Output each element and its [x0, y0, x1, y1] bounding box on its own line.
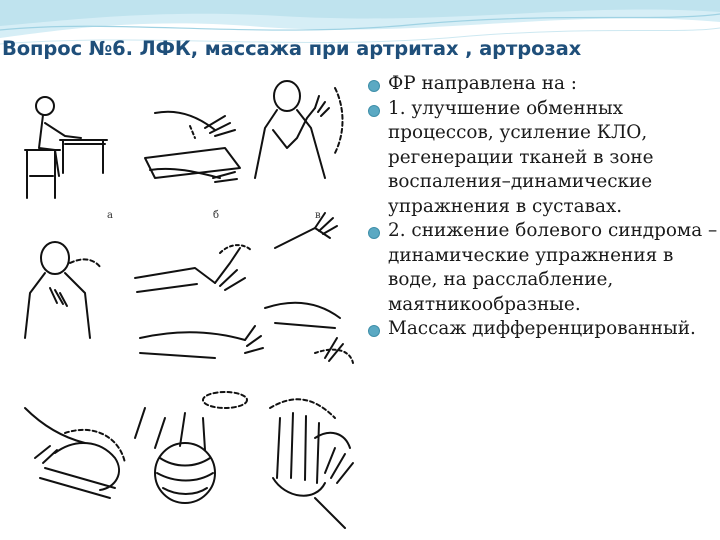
bullet-item: [368, 219, 718, 317]
yarn-ball: [135, 392, 247, 503]
bullet-list: [368, 72, 718, 342]
panel-label-b: б: [213, 210, 220, 221]
hands-on-table: [145, 112, 240, 182]
bullet-marker-icon: [368, 80, 380, 92]
exercise-illustration: [15, 78, 355, 533]
bullet-item: [368, 317, 718, 342]
hand-circles: [265, 213, 353, 363]
slide-title: Вопрос №6. ЛФК, массажа при артритах , артрозах: [2, 37, 582, 60]
standing-figure-hands: [255, 81, 343, 178]
bullet-marker-icon: [368, 105, 380, 117]
bullet-text: 1. улучшение обменных процессов, усиление КЛО, регенерации тканей в зоне воспаления–динамические упражнения в суставах.: [388, 97, 654, 217]
seated-figure: [25, 97, 107, 198]
bullet-text: 2. снижение болевого синдрома – динамические упражнения в воде, на расслабление, маятникообразные.: [388, 220, 718, 315]
rotation-figure: [25, 242, 101, 338]
open-hands: [270, 399, 353, 528]
rolling-stick: [25, 408, 125, 498]
bullet-text: Массаж дифференцированный.: [388, 318, 696, 339]
bullet-item: [368, 97, 718, 220]
bullet-text: ФР направлена на :: [388, 73, 577, 94]
bullet-marker-icon: [368, 227, 380, 239]
panel-label-c: в: [315, 210, 321, 221]
exercise-figures-drawing: [15, 78, 355, 533]
panel-label-a: а: [107, 210, 113, 221]
bullet-marker-icon: [368, 325, 380, 337]
bullet-item: [368, 72, 718, 97]
wrist-flexion: [135, 245, 263, 358]
